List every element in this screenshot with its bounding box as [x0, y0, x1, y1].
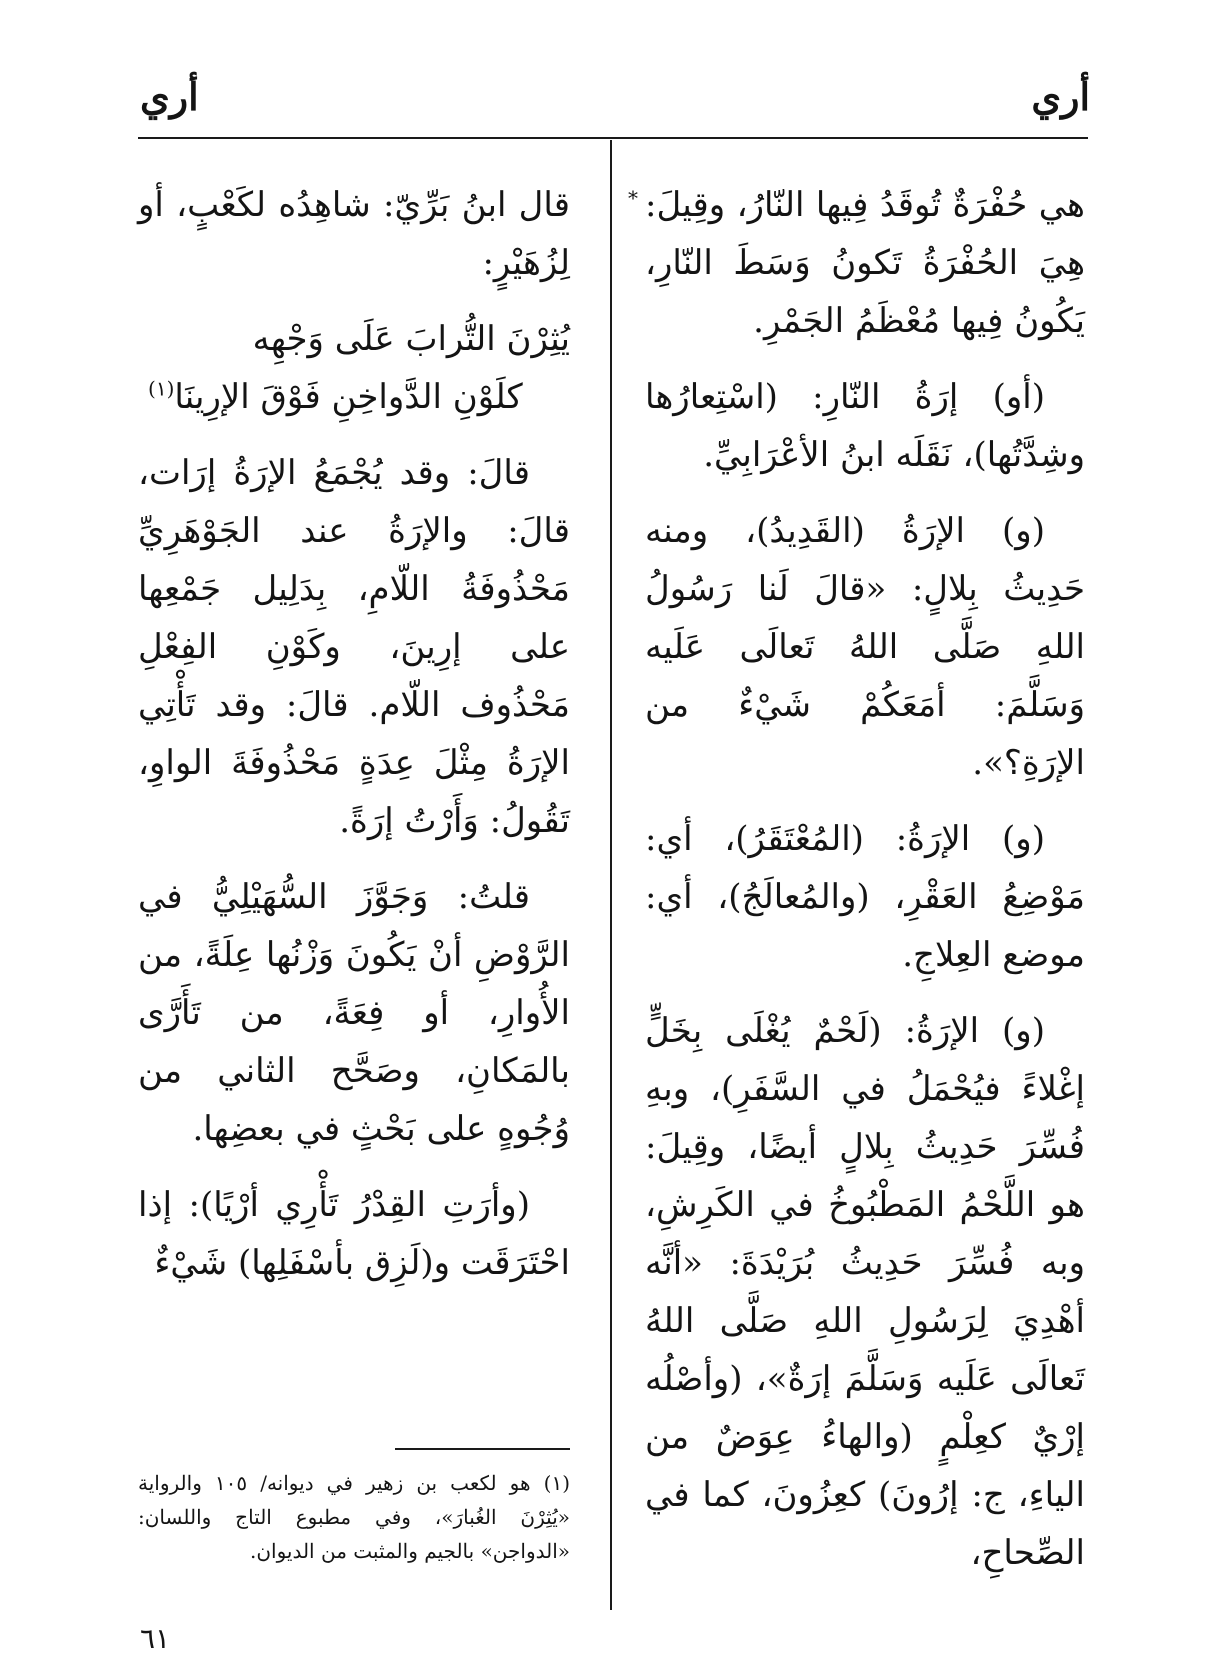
- right-paragraph-1: هي حُفْرَةٌ تُوقَدُ فِيها النّارُ، وقِيلَ: هِيَ الحُفْرَةُ تَكونُ وَسَطَ النّارِ، يَكُونُ فِيها مُعْظَمُ الجَمْرِ.: [645, 185, 1085, 341]
- entry-marker: *: [628, 186, 638, 210]
- left-paragraph-1: قالَ: وقد يُجْمَعُ الإرَةُ إرَات، قالَ: والإرَةُ عند الجَوْهَرِيِّ مَحْذُوفَةُ اللّامِ، بِدَلِيل جَمْعِها على إرِينَ، وكَوْنِ الفِعْلِ مَحْذُوف اللّام. قالَ: وقد تَأْتِي الإرَةُ مِثْلَ عِدَةٍ مَحْذُوفَةَ الواوِ، تَقُولُ: وَأَرْتُ إرَةً.: [138, 453, 570, 841]
- header-left-word: أري: [140, 74, 199, 119]
- header-right-word: أري: [1031, 74, 1090, 119]
- left-column: [138, 176, 570, 1310]
- verse-second-hemistich-text: كلَوْنِ الدَّواخِنِ فَوْقَ الإرِينَا: [174, 377, 523, 417]
- right-paragraph-4: (و) الإرَةُ: (المُعْتَقَرُ)، أي: مَوْضِعُ العَقْرِ، (والمُعالَجُ)، أي: موضع العِلاجِ.: [645, 819, 1085, 975]
- left-paragraph-3: (وأرَتِ القِدْرُ تَأْرِي أرْيًا): إذا احْتَرَقَت و(لَزِق بأسْفَلِها) شَيْءٌ: [138, 1185, 570, 1283]
- right-paragraph-3: (و) الإرَةُ (القَدِيدُ)، ومنه حَدِيثُ بِلالٍ: «قالَ لَنا رَسُولُ اللهِ صَلَّى اللهُ تَعالَى عَلَيه وَسَلَّمَ: أمَعَكُمْ شَيْءٌ من الإرَةِ؟».: [645, 511, 1085, 783]
- footnote-rule: [395, 1448, 570, 1450]
- header-rule: [138, 137, 1088, 139]
- left-paragraph-2: قلتُ: وَجَوَّزَ السُّهَيْلِيُّ في الرَّوْضِ أنْ يَكُونَ وَزْنُها عِلَةً، من الأُوارِ، أو فِعَةً، من تَأَرَّى بالمَكانِ، وصَحَّح الثاني من وُجُوهٍ على بَحْثٍ في بعضِها.: [138, 877, 570, 1149]
- right-paragraph-2: (أو) إرَةُ النّارِ: (اسْتِعارُها وشِدَّتُها)، نَقَلَه ابنُ الأعْرَابِيِّ.: [645, 377, 1085, 475]
- right-paragraph-5: (و) الإرَةُ: (لَحْمٌ يُغْلَى بِخَلٍّ إغْلاءً فيُحْمَلُ في السَّفَرِ)، وبهِ فُسِّرَ حَدِيثُ بِلالٍ أيضًا، وقِيلَ: هو اللَّحْمُ المَطْبُوخُ في الكَرِشِ، وبه فُسِّرَ حَدِيثُ بُرَيْدَةَ: «أنَّه أهْدِيَ لِرَسُولِ اللهِ صَلَّى اللهُ تَعالَى عَلَيه وَسَلَّمَ إرَةٌ»، (وأصْلُه إرْيٌ كعِلْمٍ (والهاءُ عِوَضٌ من الياءِ، ج: إرُونَ) كعِزُونَ، كما في الصِّحاحِ،: [645, 1011, 1085, 1573]
- column-divider: [610, 140, 612, 1610]
- left-intro: قال ابنُ بَرِّيّ: شاهِدُه لكَعْبٍ، أو لِزُهَيْرٍ:: [138, 185, 570, 283]
- page-number: ٦١: [140, 1622, 171, 1655]
- verse-second-hemistich: [138, 368, 570, 426]
- verse-first-hemistich: يُثِرْنَ التُّرابَ عَلَى وَجْهِه: [252, 319, 570, 359]
- footnote-reference: (١): [148, 376, 175, 401]
- footnote: (١) هو لكعب بن زهير في ديوانه/ ١٠٥ والرواية «يُثِرْنَ الغُبارَ»، وفي مطبوع التاج واللسان: «الدواجن» بالجيم والمثبت من الديوان.: [138, 1471, 570, 1563]
- right-column: [645, 176, 1085, 1600]
- poetry-verse: [138, 310, 570, 426]
